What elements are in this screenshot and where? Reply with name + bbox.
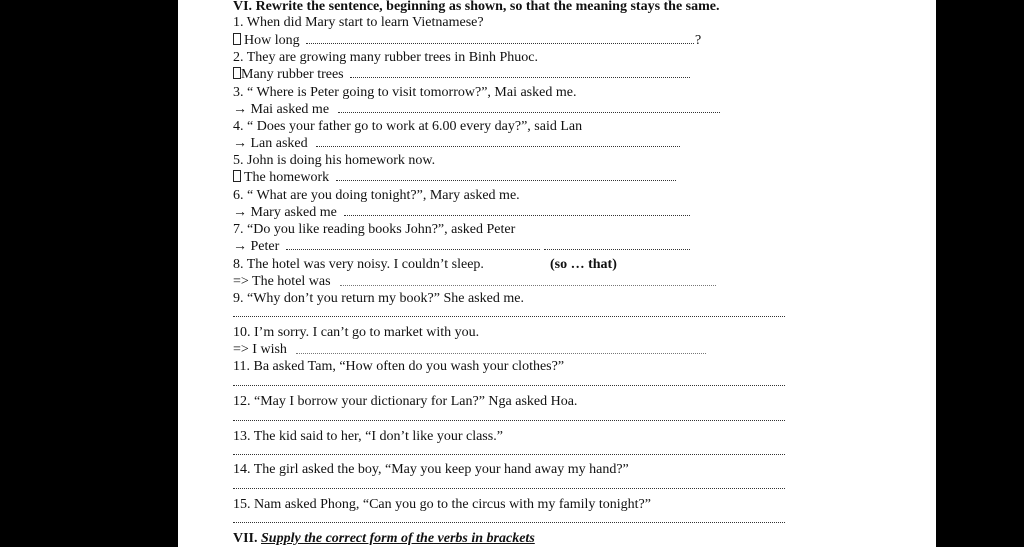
- question-11: 11. Ba asked Tam, “How often do you wash your clothes?”: [233, 359, 565, 374]
- answer-2-prompt: Many rubber trees: [233, 66, 344, 83]
- answer-3-prompt: → Mai asked me: [233, 102, 330, 117]
- answer-2-blank[interactable]: [350, 77, 690, 78]
- answer-7-prompt: → Peter: [233, 239, 280, 254]
- answer-14-blank[interactable]: [233, 488, 785, 489]
- answer-11-blank[interactable]: [233, 385, 785, 386]
- answer-7-blank-b[interactable]: [544, 249, 690, 250]
- answer-1-end: ?: [695, 33, 702, 48]
- answer-10-blank[interactable]: [296, 353, 706, 354]
- answer-6-prompt: → Mary asked me: [233, 205, 337, 220]
- question-13: 13. The kid said to her, “I don’t like your class.”: [233, 429, 503, 444]
- question-10: 10. I’m sorry. I can’t go to market with you.: [233, 325, 480, 340]
- question-3: 3. “ Where is Peter going to visit tomorrow?”, Mai asked me.: [233, 85, 577, 100]
- answer-4-prompt: → Lan asked: [233, 136, 308, 151]
- checkbox-glyph-icon: [233, 67, 241, 79]
- answer-5-prompt: The homework: [233, 169, 329, 186]
- answer-4-blank[interactable]: [316, 146, 680, 147]
- question-2: 2. They are growing many rubber trees in Binh Phuoc.: [233, 50, 538, 65]
- question-7: 7. “Do you like reading books John?”, asked Peter: [233, 222, 516, 237]
- checkbox-glyph-icon: [233, 33, 241, 45]
- answer-10-prompt: => I wish: [233, 342, 287, 357]
- question-1: 1. When did Mary start to learn Vietnamese?: [233, 15, 484, 30]
- question-5: 5. John is doing his homework now.: [233, 153, 436, 168]
- answer-5-blank[interactable]: [336, 180, 676, 181]
- question-9: 9. “Why don’t you return my book?” She asked me.: [233, 291, 524, 306]
- answer-8-prompt: => The hotel was: [233, 274, 331, 289]
- question-4: 4. “ Does your father go to work at 6.00 every day?”, said Lan: [233, 119, 583, 134]
- answer-9-blank[interactable]: [233, 316, 785, 317]
- section-vi-heading: VI. Rewrite the sentence, beginning as shown, so that the meaning stays the same.: [233, 0, 720, 14]
- question-12: 12. “May I borrow your dictionary for Lan?” Nga asked Hoa.: [233, 394, 578, 409]
- question-14: 14. The girl asked the boy, “May you keep your hand away my hand?”: [233, 462, 629, 477]
- arrow-right-icon: →: [233, 239, 247, 254]
- answer-12-blank[interactable]: [233, 420, 785, 421]
- answer-7-blank-a[interactable]: [286, 249, 540, 250]
- answer-6-blank[interactable]: [344, 215, 690, 216]
- arrow-right-icon: →: [233, 205, 247, 220]
- section-vii-heading: VII. Supply the correct form of the verbs in brackets: [233, 531, 535, 546]
- question-15: 15. Nam asked Phong, “Can you go to the circus with my family tonight?”: [233, 497, 651, 512]
- question-8-hint: (so … that): [550, 257, 617, 272]
- worksheet-page: [178, 0, 936, 547]
- question-8: 8. The hotel was very noisy. I couldn’t sleep.: [233, 257, 484, 272]
- answer-3-blank[interactable]: [338, 112, 720, 113]
- arrow-right-icon: →: [233, 136, 247, 151]
- answer-8-blank[interactable]: [340, 285, 716, 286]
- question-6: 6. “ What are you doing tonight?”, Mary asked me.: [233, 188, 520, 203]
- answer-13-blank[interactable]: [233, 454, 785, 455]
- checkbox-glyph-icon: [233, 170, 241, 182]
- answer-15-blank[interactable]: [233, 522, 785, 523]
- answer-1-prompt: How long: [233, 32, 300, 49]
- arrow-right-icon: →: [233, 102, 247, 117]
- answer-1-blank[interactable]: [306, 43, 694, 44]
